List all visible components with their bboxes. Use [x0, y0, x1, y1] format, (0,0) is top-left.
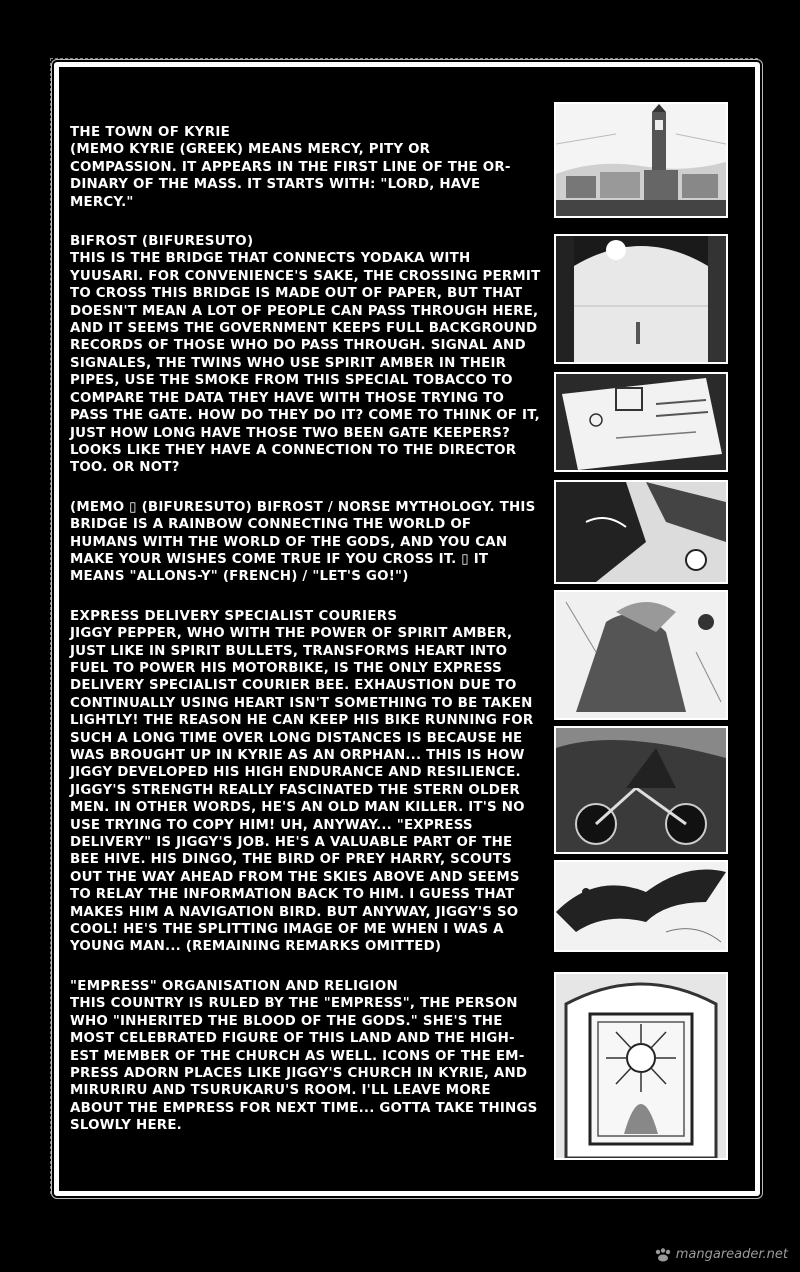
section-title: THE TOWN OF KYRIE	[70, 125, 231, 140]
section-title: "EMPRESS" ORGANISATION AND RELIGION	[70, 978, 399, 994]
panel-bird-illustration	[554, 860, 728, 952]
section-title: BIFROST (BIFURESUTO)	[70, 234, 254, 250]
panel-bridge-illustration	[554, 234, 728, 364]
watermark-text: mangareader.net	[675, 1247, 788, 1262]
watermark	[654, 1247, 788, 1262]
panel-town-illustration	[554, 102, 728, 218]
section-body: JIGGY PEPPER, WHO WITH THE POWER OF SPIRIT AMBER, JUST LIKE IN SPIRIT BULLETS, TRANSFORMS HEART INTO FUEL TO POWER HIS MOTORBIKE, IS THE ONLY EXPRESS DELIVERY SPECIALIST COURIER BEE. EXHAUSTION DUE TO CONTINUALLY USING HEART ISN'T SOMETHING TO BE TAKEN LIGHTLY! THE REASON HE CAN KEEP HIS BIKE RUNNING FOR SUCH A LONG TIME OVER LONG DISTANCES IS BECAUSE HE WAS BROUGHT UP IN KYRIE AS AN ORPHAN... THIS IS HOW JIGGY DEVELOPED HIS HIGH ENDURANCE AND RESILIENCE. JIGGY'S STRENGTH REALLY FASCINATED THE STERN OLDER MEN. IN OTHER WORDS, HE'S AN OLD MAN KILLER. IT'S NO USE TRYING TO COPY HIM! UH, ANYWAY... "EXPRESS DELIVERY" IS JIGGY'S JOB. HE'S A VALUABLE PART OF THE BEE HIVE. HIS DINGO, THE BIRD OF PREY HARRY, SCOUTS OUT THE WAY AHEAD FROM THE SKIES ABOVE AND SEEMS TO RELAY THE INFORMATION BACK TO HIM. I GUESS THAT MAKES HIM A NAVIGATION BIRD. BUT ANYWAY, JIGGY'S SO COOL! HE'S THE SPLITTING IMAGE OF ME WHEN I WAS A YOUNG MAN... (REMAINING REMARKS OMITTED)	[70, 626, 534, 955]
section-title: EXPRESS DELIVERY SPECIALIST COURIERS	[70, 608, 398, 624]
panel-empress-icon-illustration	[554, 972, 728, 1160]
panel-motorbike-illustration	[554, 726, 728, 854]
paw-logo-icon	[654, 1248, 672, 1262]
section-body: THIS IS THE BRIDGE THAT CONNECTS YODAKA WITH YUUSARI. FOR CONVENIENCE'S SAKE, THE CROSSING PERMIT TO CROSS THIS BRIDGE IS MADE OUT OF PAPER, BUT THAT DOESN'T MEAN A LOT OF PEOPLE CAN PASS THROUGH HERE, AND IT SEEMS THE GOVERNMENT KEEPS FULL BACKGROUND RECORDS OF THOSE WHO DO PASS THROUGH. SIGNAL AND SIGNALES, THE TWINS WHO USE SPIRIT AMBER IN THEIR PIPES, USE THE SMOKE FROM THIS SPECIAL TOBACCO TO COMPARE THE DATA THEY HAVE WITH THOSE TRYING TO PASS THE GATE. HOW DO THEY DO IT? COME TO THINK OF IT, JUST HOW LONG HAVE THOSE TWO BEEN GATE KEEPERS? LOOKS LIKE THEY HAVE A CONNECTION TO THE DIRECTOR TOO. OR NOT?	[70, 251, 541, 476]
panel-character-illustration	[554, 480, 728, 584]
section-body: (MEMO ▯ (BIFURESUTO) BIFROST / NORSE MYTHOLOGY. THIS BRIDGE IS A RAINBOW CONNECTING THE WORLD OF HUMANS WITH THE WORLD OF THE GODS, AND YOU CAN MAKE YOUR WISHES COME TRUE IF YOU CROSS IT. ▯ IT MEANS "ALLONS-Y" (FRENCH) / "LET'S GO!")	[70, 499, 536, 585]
section-body: (MEMO KYRIE (GREEK) MEANS MERCY, PITY OR COMPASSION. IT APPEARS IN THE FIRST LINE OF THE OR- DINARY OF THE MASS. IT STARTS WITH: "LORD, HAVE MERCY."	[70, 142, 511, 210]
panel-permit-illustration	[554, 372, 728, 472]
section-body: THIS COUNTRY IS RULED BY THE "EMPRESS", THE PERSON WHO "INHERITED THE BLOOD OF THE GODS." SHE'S THE MOST CELEBRATED FIGURE OF THIS LAND AND THE HIGH- EST MEMBER OF THE CHURCH AS WELL. ICONS OF THE EM- PRESS ADORN PLACES LIKE JIGGY'S CHURCH IN KYRIE, AND MIRURIRU AND TSURUKARU'S ROOM. I'LL LEAVE MORE ABOUT THE EMPRESS FOR NEXT TIME... GOTTA TAKE THINGS SLOWLY HERE.	[70, 996, 538, 1134]
panel-courier-illustration	[554, 590, 728, 720]
